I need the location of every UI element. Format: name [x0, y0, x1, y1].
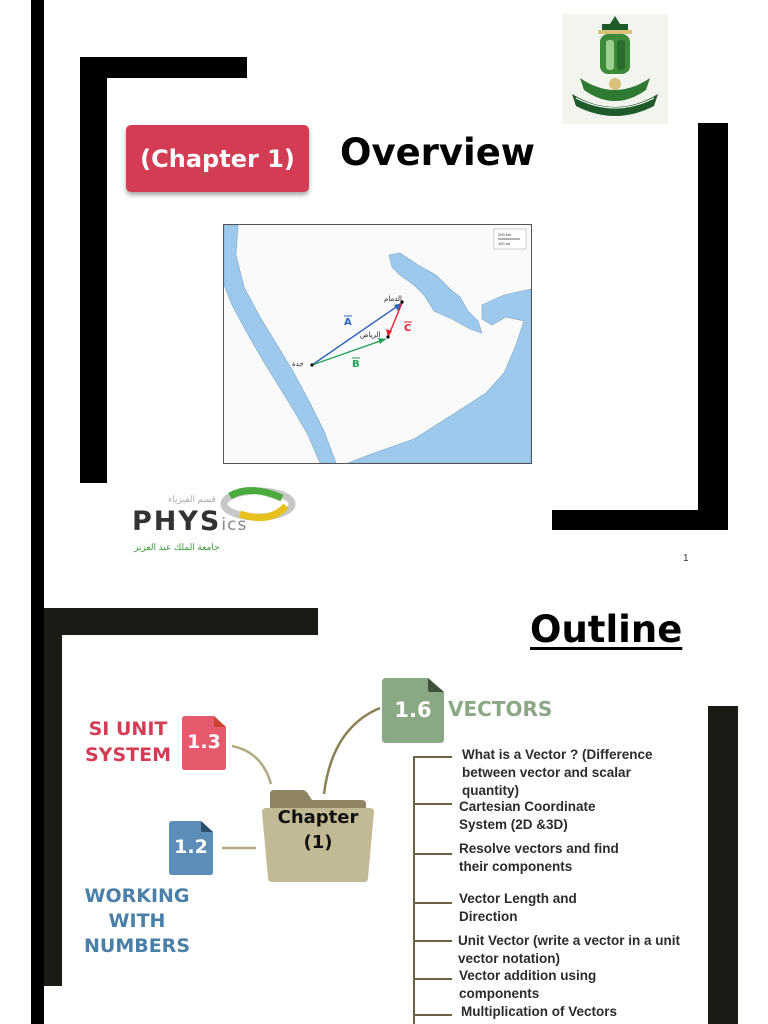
section-1-3-doc	[182, 716, 226, 770]
section-1-2-label	[76, 884, 198, 959]
section-1-6-number: 1.6	[394, 698, 432, 722]
topic-item: Multiplication of Vectors	[461, 1004, 618, 1019]
city-jeddah-label: جدة	[292, 360, 304, 368]
topic-item: Resolve vectors and find their components	[459, 841, 619, 874]
city-riyadh-label: الرياض	[360, 331, 381, 339]
scale-text-km: 200 km	[498, 232, 512, 237]
topic-item: Vector addition using components	[459, 968, 597, 1001]
topic-item: Vector Length and Direction	[459, 891, 577, 924]
wwn-line2: WITH	[108, 910, 166, 932]
physics-arabic-top: قسم الفيزياء	[168, 494, 216, 504]
chapter-badge: (Chapter 1)	[126, 125, 309, 192]
vector-c-label: C	[404, 323, 412, 334]
section-1-3-number: 1.3	[187, 731, 221, 753]
wwn-line1: WORKING	[84, 885, 190, 907]
topic-item: Cartesian Coordinate System (2D &3D)	[459, 799, 596, 832]
section-1-6-doc	[382, 678, 444, 743]
scale-text-mi: 100 mi	[498, 241, 511, 246]
si-label-line2: SYSTEM	[85, 744, 171, 766]
page-number: 1	[683, 553, 689, 564]
physics-arabic-bottom: جامعة الملك عبد العزيز	[134, 542, 220, 552]
vector-a-label: A	[344, 317, 352, 328]
center-folder-label: Chapter (1)	[277, 807, 359, 853]
section-1-2-number: 1.2	[174, 836, 208, 858]
topic-item: What is a Vector ? (Difference between vector and scalar quantity)	[462, 747, 653, 798]
wwn-line3: NUMBERS	[83, 935, 190, 957]
section-1-6-label: VECTORS	[448, 697, 553, 721]
physics-word-main: PHYS	[132, 506, 222, 537]
si-label-line1: SI UNIT	[88, 718, 168, 740]
city-dammam-label: الدمام	[384, 295, 402, 303]
outline-title: Outline	[530, 608, 683, 651]
page-title: Overview	[340, 131, 535, 174]
section-1-3-label	[78, 716, 178, 768]
topic-item: Unit Vector (write a vector in a unit vector notation)	[458, 933, 681, 966]
section-1-2-doc	[169, 821, 213, 875]
vector-b-label: B	[352, 359, 360, 370]
physics-word-sub: ics	[221, 515, 248, 535]
